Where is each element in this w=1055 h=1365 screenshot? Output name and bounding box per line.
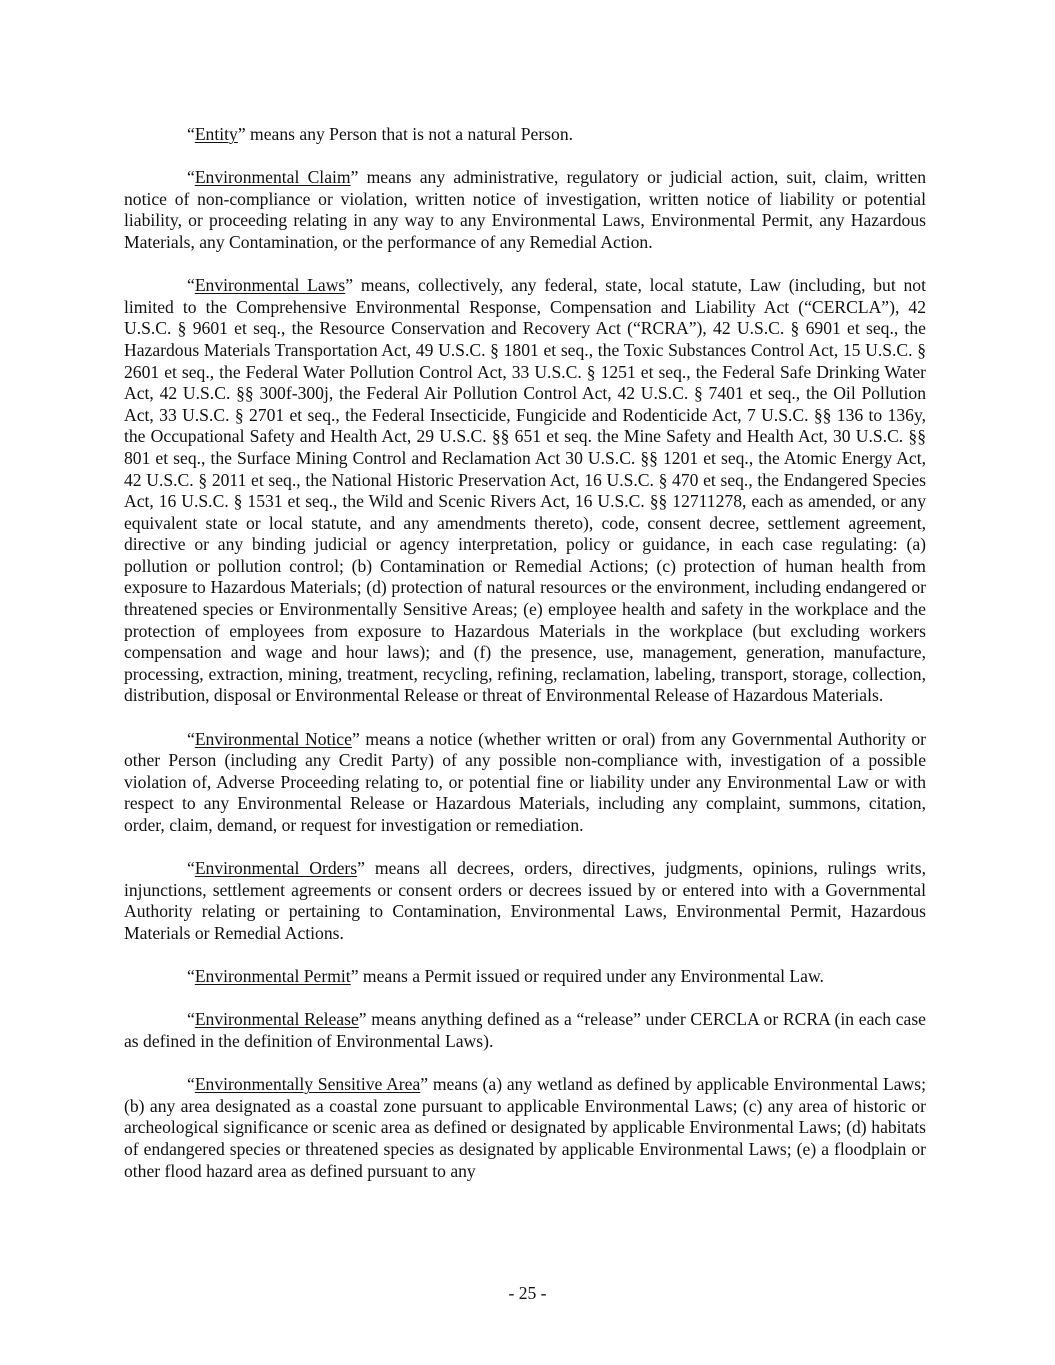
close-quote: ” — [350, 966, 359, 987]
open-quote: “ — [187, 858, 195, 879]
close-quote: ” — [237, 124, 246, 144]
defined-term: Environmental Claim — [194, 167, 351, 188]
definition-environmentally-sensitive-area — [124, 1074, 926, 1182]
definition-environmental-permit — [124, 966, 926, 988]
definition-environmental-orders — [124, 858, 926, 944]
open-quote: “ — [187, 275, 195, 296]
defined-term: Environmentally Sensitive Area — [194, 1074, 421, 1095]
definition-text: means (a) any wetland as defined by applicable Environmental Laws; (b) any area designated as a coastal zone pursuant to applicable Environmental Laws; (c) any area of historic or archeological significance or scenic area as defined or designated by applicable Environmental Laws; (d) habitats of endangered species or threatened species as designated by applicable Environmental Laws; (e) a floodplain or other flood hazard area as defined pursuant to any — [124, 1074, 926, 1181]
definition-text: means anything defined as a “release” under CERCLA or RCRA (in each case as defined in the definition of Environmental Laws). — [124, 1009, 926, 1051]
open-quote: “ — [187, 966, 195, 987]
open-quote: “ — [187, 1074, 195, 1095]
definition-environmental-notice — [124, 729, 926, 837]
definition-entity — [124, 124, 926, 146]
defined-term: Environmental Laws — [194, 275, 346, 296]
page-number: - 25 - — [508, 1283, 547, 1303]
definition-text: means any Person that is not a natural Person. — [245, 124, 574, 144]
close-quote: ” — [358, 1009, 367, 1030]
close-quote: ” — [420, 1074, 429, 1095]
definition-environmental-laws — [124, 275, 926, 707]
close-quote: ” — [350, 167, 359, 188]
defined-term: Environmental Release — [194, 1009, 359, 1030]
definition-text: means, collectively, any federal, state, local statute, Law (including, but not limited to the Comprehensive Environmental Response, Compensation and Liability Act (“CERCLA”), 42 U.S.C. § 9601 et seq., the Resource Conservation and Recovery Act (“RCRA”), 42 U.S.C. § 6901 et seq., the Hazardous Materials Transportation Act, 49 U.S.C. § 1801 et seq., the Toxic Substances Control Act, 15 U.S.C. § 2601 et seq., the Federal Water Pollution Control Act, 33 U.S.C. § 1251 et seq., the Federal Safe Drinking Water Act, 42 U.S.C. §§ 300f-300j, the Federal Air Pollution Control Act, 42 U.S.C. § 7401 et seq., the Oil Pollution Act, 33 U.S.C. § 2701 et seq., the Federal Insecticide, Fungicide and Rodenticide Act, 7 U.S.C. §§ 136 to 136y, the Occupational Safety and Health Act, 29 U.S.C. §§ 651 et seq. the Mine Safety and Health Act, 30 U.S.C. §§ 801 et seq., the Surface Mining Control and Reclamation Act 30 U.S.C. §§ 1201 et seq., the Atomic Energy Act, 42 U.S.C. § 2011 et seq., the National Historic Preservation Act, 16 U.S.C. § 470 et seq., the Endangered Species Act, 16 U.S.C. § 1531 et seq., the Wild and Scenic Rivers Act, 16 U.S.C. §§ 12711278, each as amended, or any equivalent state or local statute, and any amendments thereto), code, consent decree, settlement agreement, directive or any binding judicial or agency interpretation, policy or guidance, in each case regulating: (a) pollution or pollution control; (b) Contamination or Remedial Actions; (c) protection of human health from exposure to Hazardous Materials; (d) protection of natural resources or the environment, including endangered or threatened species or Environmentally Sensitive Areas; (e) employee health and safety in the workplace and the protection of employees from exposure to Hazardous Materials in the workplace (but excluding workers compensation and wage and hour laws); and (f) the presence, use, management, generation, manufacture, processing, extraction, mining, treatment, recycling, refining, reclamation, labeling, transport, storage, collection, distribution, disposal or Environmental Release or threat of Environmental Release of Hazardous Materials. — [124, 275, 926, 706]
close-quote: ” — [351, 728, 360, 749]
definition-text: means any administrative, regulatory or judicial action, suit, claim, written notice of non-compliance or violation, written notice of investigation, written notice of liability or potential liability, or proceeding relating in any way to any Environmental Laws, Environmental Permit, any Hazardous Materials, any Contamination, or the performance of any Remedial Action. — [124, 167, 926, 252]
close-quote: ” — [357, 858, 365, 879]
close-quote: ” — [345, 275, 354, 296]
defined-term: Entity — [194, 124, 238, 144]
definition-environmental-claim — [124, 167, 926, 253]
definition-text: means all decrees, orders, directives, judgments, opinions, rulings writs, injunctions, settlement agreements or consent orders or decrees issued by or entered into with a Governmental Authority relating or pertaining to Contamination, Environmental Laws, Environmental Permit, Hazardous Materials or Remedial Actions. — [124, 858, 926, 943]
definition-text: means a Permit issued or required under any Environmental Law. — [358, 966, 824, 987]
defined-term: Environmental Notice — [194, 728, 352, 749]
definition-text: means a notice (whether written or oral) from any Governmental Authority or other Person (including any Credit Party) of any possible non-compliance with, investigation of a possible violation of, Adverse Proceeding relating to, or potential fine or liability under any Environmental Law or with respect to any Environmental Release or Hazardous Materials, including any complaint, summons, citation, order, claim, demand, or request for investigation or remediation. — [124, 728, 927, 835]
open-quote: “ — [187, 124, 195, 144]
defined-term: Environmental Orders — [194, 858, 358, 879]
open-quote: “ — [187, 167, 195, 188]
definition-environmental-release — [124, 1009, 926, 1052]
open-quote: “ — [187, 728, 195, 749]
defined-term: Environmental Permit — [194, 966, 351, 987]
open-quote: “ — [187, 1009, 195, 1030]
document-body — [124, 124, 926, 1204]
